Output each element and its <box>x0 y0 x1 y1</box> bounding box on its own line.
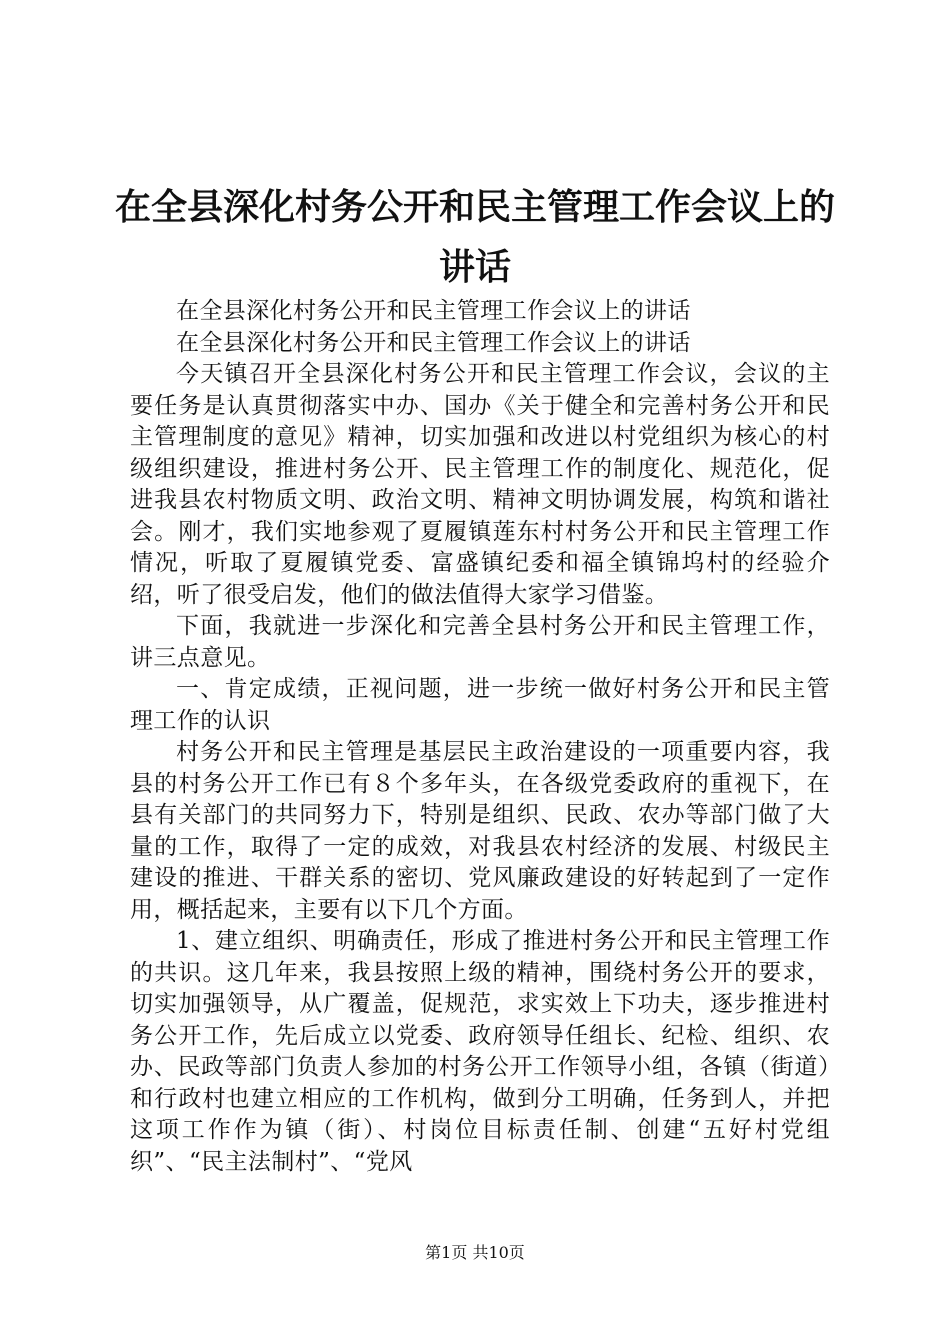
paragraph-achievements: 村务公开和民主管理是基层民主政治建设的一项重要内容，我县的村务公开工作已有８个多年头，在各级党委政府的重视下，在县有关部门的共同努力下，特别是组织、民政、农办等部门做了大量的工作，取得了一定的成效，对我县农村经济的发展、村级民主建设的推进、干群关系的密切、党风廉政建设的好转起到了一定作用，概括起来，主要有以下几个方面。 <box>130 739 830 923</box>
paragraph-intro: 今天镇召开全县深化村务公开和民主管理工作会议，会议的主要任务是认真贯彻落实中办、国办《关于健全和完善村务公开和民主管理制度的意见》精神，切实加强和改进以村党组织为核心的村级组织建设，推进村务公开、民主管理工作的制度化、规范化，促进我县农村物质文明、政治文明、精神文明协调发展，构筑和谐社会。刚才，我们实地参观了夏履镇莲东村村务公开和民主管理工作情况，听取了夏履镇党委、富盛镇纪委和福全镇锦坞村的经验介绍，听了很受启发，他们的做法值得大家学习借鉴。 <box>130 361 830 608</box>
paragraph-subtitle-1: 在全县深化村务公开和民主管理工作会议上的讲话 <box>176 298 691 324</box>
document-title-line-2: 讲话 <box>438 247 511 288</box>
page-number-footer: 第1页 共10页 <box>425 1243 525 1262</box>
paragraph-section-heading-1: 一、肯定成绩，正视问题，进一步统一做好村务公开和民主管理工作的认识 <box>130 676 830 734</box>
document-title-line-1: 在全县深化村务公开和民主管理工作会议上的 <box>114 187 835 228</box>
paragraph-subtitle-2: 在全县深化村务公开和民主管理工作会议上的讲话 <box>176 329 691 356</box>
document-body <box>130 296 830 1178</box>
paragraph-three-points: 下面，我就进一步深化和完善全县村务公开和民主管理工作，讲三点意见。 <box>130 613 830 671</box>
paragraph-item-1: 1、建立组织、明确责任，形成了推进村务公开和民主管理工作的共识。这几年来，我县按照上级的精神，围绕村务公开的要求，切实加强领导，从广覆盖，促规范，求实效上下功夫，逐步推进村务公开工作，先后成立以党委、政府领导任组长、纪检、组织、农办、民政等部门负责人参加的村务公开工作领导小组，各镇（街道）和行政村也建立相应的工作机构，做到分工明确，任务到人，并把这项工作作为镇（街）、村岗位目标责任制、创建“五好村党组织”、“民主法制村”、“党风 <box>130 928 830 1175</box>
